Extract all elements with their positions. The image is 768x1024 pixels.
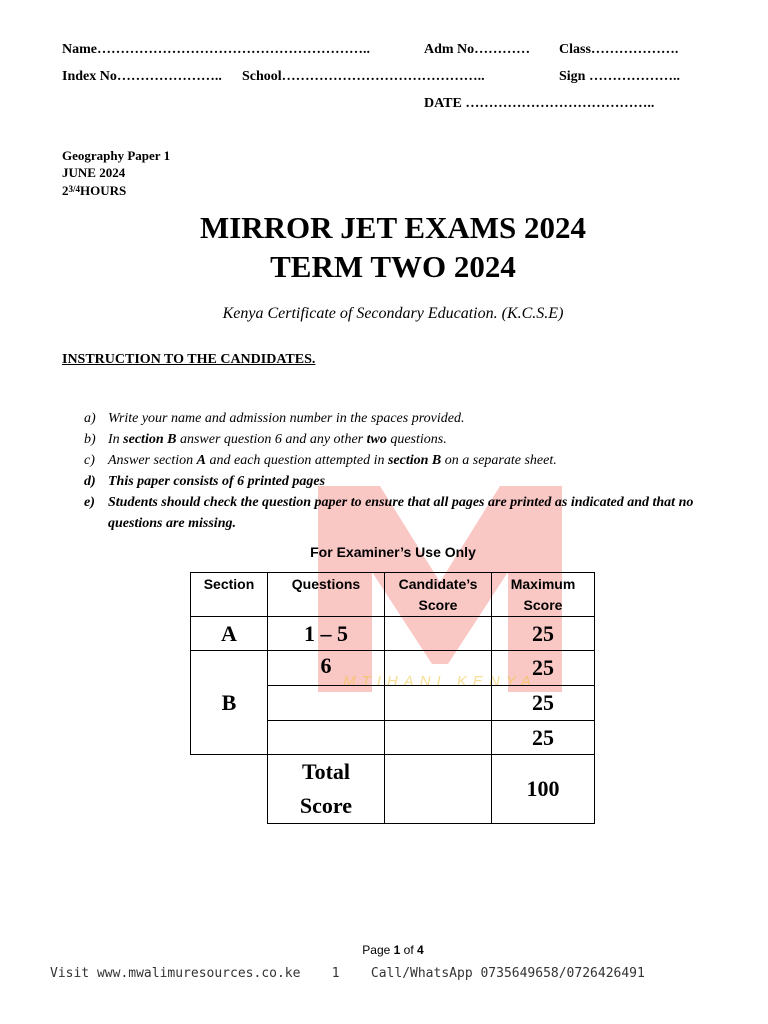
index-no-field[interactable]: Index No………………….. bbox=[62, 69, 222, 84]
total-candidate-score-input[interactable] bbox=[385, 755, 492, 824]
class-field[interactable]: Class………………. bbox=[559, 42, 679, 57]
questions-input[interactable] bbox=[268, 721, 385, 755]
instruction-c bbox=[84, 450, 734, 471]
max-score-cell: 25 bbox=[492, 686, 595, 721]
page-prefix: Page bbox=[362, 943, 394, 957]
instruction-text: Students should check the question paper to ensure that all pages are printed as indicated and that no questions are missing. bbox=[108, 495, 694, 531]
header-questions: Questions bbox=[268, 573, 385, 617]
duration-whole: 2 bbox=[62, 183, 69, 198]
score-table-header bbox=[191, 573, 595, 617]
candidate-score-input[interactable] bbox=[385, 721, 492, 755]
instruction-emphasis: section B bbox=[123, 432, 177, 447]
total-label-line: Total bbox=[301, 759, 351, 784]
instruction-d bbox=[84, 471, 734, 492]
instruction-text: questions. bbox=[386, 432, 447, 447]
instruction-text: and each question attempted in bbox=[206, 453, 388, 468]
paper-subject: Geography Paper 1 bbox=[62, 148, 171, 163]
page-mid: of bbox=[400, 943, 418, 957]
candidate-score-input[interactable] bbox=[385, 686, 492, 721]
exam-subtitle: Kenya Certificate of Secondary Education. (K.C.S.E) bbox=[222, 305, 564, 322]
max-score-cell: 25 bbox=[492, 617, 595, 651]
total-row bbox=[191, 755, 595, 824]
instruction-text: Write your name and admission number in the spaces provided. bbox=[108, 411, 465, 426]
header-section: Section bbox=[191, 573, 268, 617]
candidate-score-input[interactable] bbox=[385, 651, 492, 686]
instruction-marker: a) bbox=[84, 411, 96, 426]
name-field[interactable]: Name………………………………………………….. bbox=[62, 42, 370, 57]
instruction-emphasis: section B bbox=[387, 453, 442, 468]
instruction-text: In bbox=[108, 432, 124, 447]
instructions-list bbox=[84, 408, 734, 534]
paper-duration bbox=[62, 181, 170, 199]
exam-title: MIRROR JET EXAMS 2024 bbox=[199, 210, 587, 245]
instruction-text: on a separate sheet. bbox=[441, 453, 557, 468]
page-current: 1 bbox=[393, 943, 401, 957]
instruction-text: This paper consists of 6 printed pages bbox=[108, 474, 326, 489]
page-number bbox=[0, 943, 768, 957]
instruction-emphasis: two bbox=[366, 432, 387, 447]
instruction-marker: c) bbox=[84, 453, 95, 468]
questions-input[interactable] bbox=[268, 686, 385, 721]
max-score-cell: 25 bbox=[492, 651, 595, 686]
total-max-cell: 100 bbox=[492, 755, 595, 824]
questions-cell: 6 bbox=[268, 651, 385, 686]
header-candidate-score: Candidate’s Score bbox=[385, 573, 492, 617]
section-a-cell: A bbox=[191, 617, 268, 651]
watermark-text: MTIHANI KENYA bbox=[343, 673, 537, 690]
date-field[interactable]: DATE ………………………………….. bbox=[424, 96, 655, 111]
paper-date: JUNE 2024 bbox=[62, 165, 126, 180]
instruction-b bbox=[84, 429, 734, 450]
instruction-marker: b) bbox=[84, 432, 96, 447]
instruction-a bbox=[84, 408, 734, 429]
instruction-text: Answer section bbox=[108, 453, 197, 468]
candidate-score-input[interactable] bbox=[385, 617, 492, 651]
instruction-marker: e) bbox=[84, 495, 95, 510]
duration-unit: HOURS bbox=[80, 183, 127, 198]
instruction-text: answer question 6 and any other bbox=[176, 432, 367, 447]
total-label-cell bbox=[268, 755, 385, 824]
section-b-cell: B bbox=[191, 651, 268, 755]
empty-cell bbox=[191, 755, 268, 824]
table-row bbox=[191, 651, 595, 686]
total-label-line: Score bbox=[299, 793, 353, 818]
school-field[interactable]: School…………………………………….. bbox=[242, 69, 485, 84]
table-row bbox=[191, 617, 595, 651]
footer-contact: Visit www.mwalimuresources.co.ke 1 Call/WhatsApp 0735649658/0726426491 bbox=[50, 966, 645, 981]
adm-no-field[interactable]: Adm No………… bbox=[424, 42, 531, 57]
instruction-emphasis: A bbox=[196, 453, 206, 468]
instruction-marker: d) bbox=[84, 474, 96, 489]
questions-cell: 1 – 5 bbox=[268, 617, 385, 651]
page-total: 4 bbox=[417, 943, 424, 957]
sign-field[interactable]: Sign ……………….. bbox=[559, 69, 680, 84]
max-score-cell: 25 bbox=[492, 721, 595, 755]
score-table bbox=[190, 572, 595, 824]
paper-info bbox=[62, 147, 170, 199]
instructions-heading: INSTRUCTION TO THE CANDIDATES. bbox=[62, 352, 316, 367]
duration-fraction: 3/4 bbox=[68, 184, 81, 194]
instruction-e bbox=[84, 492, 734, 534]
header-maximum-score: Maximum Score bbox=[492, 573, 595, 617]
exam-term: TERM TWO 2024 bbox=[270, 249, 516, 284]
examiner-caption: For Examiner’s Use Only bbox=[310, 544, 476, 560]
